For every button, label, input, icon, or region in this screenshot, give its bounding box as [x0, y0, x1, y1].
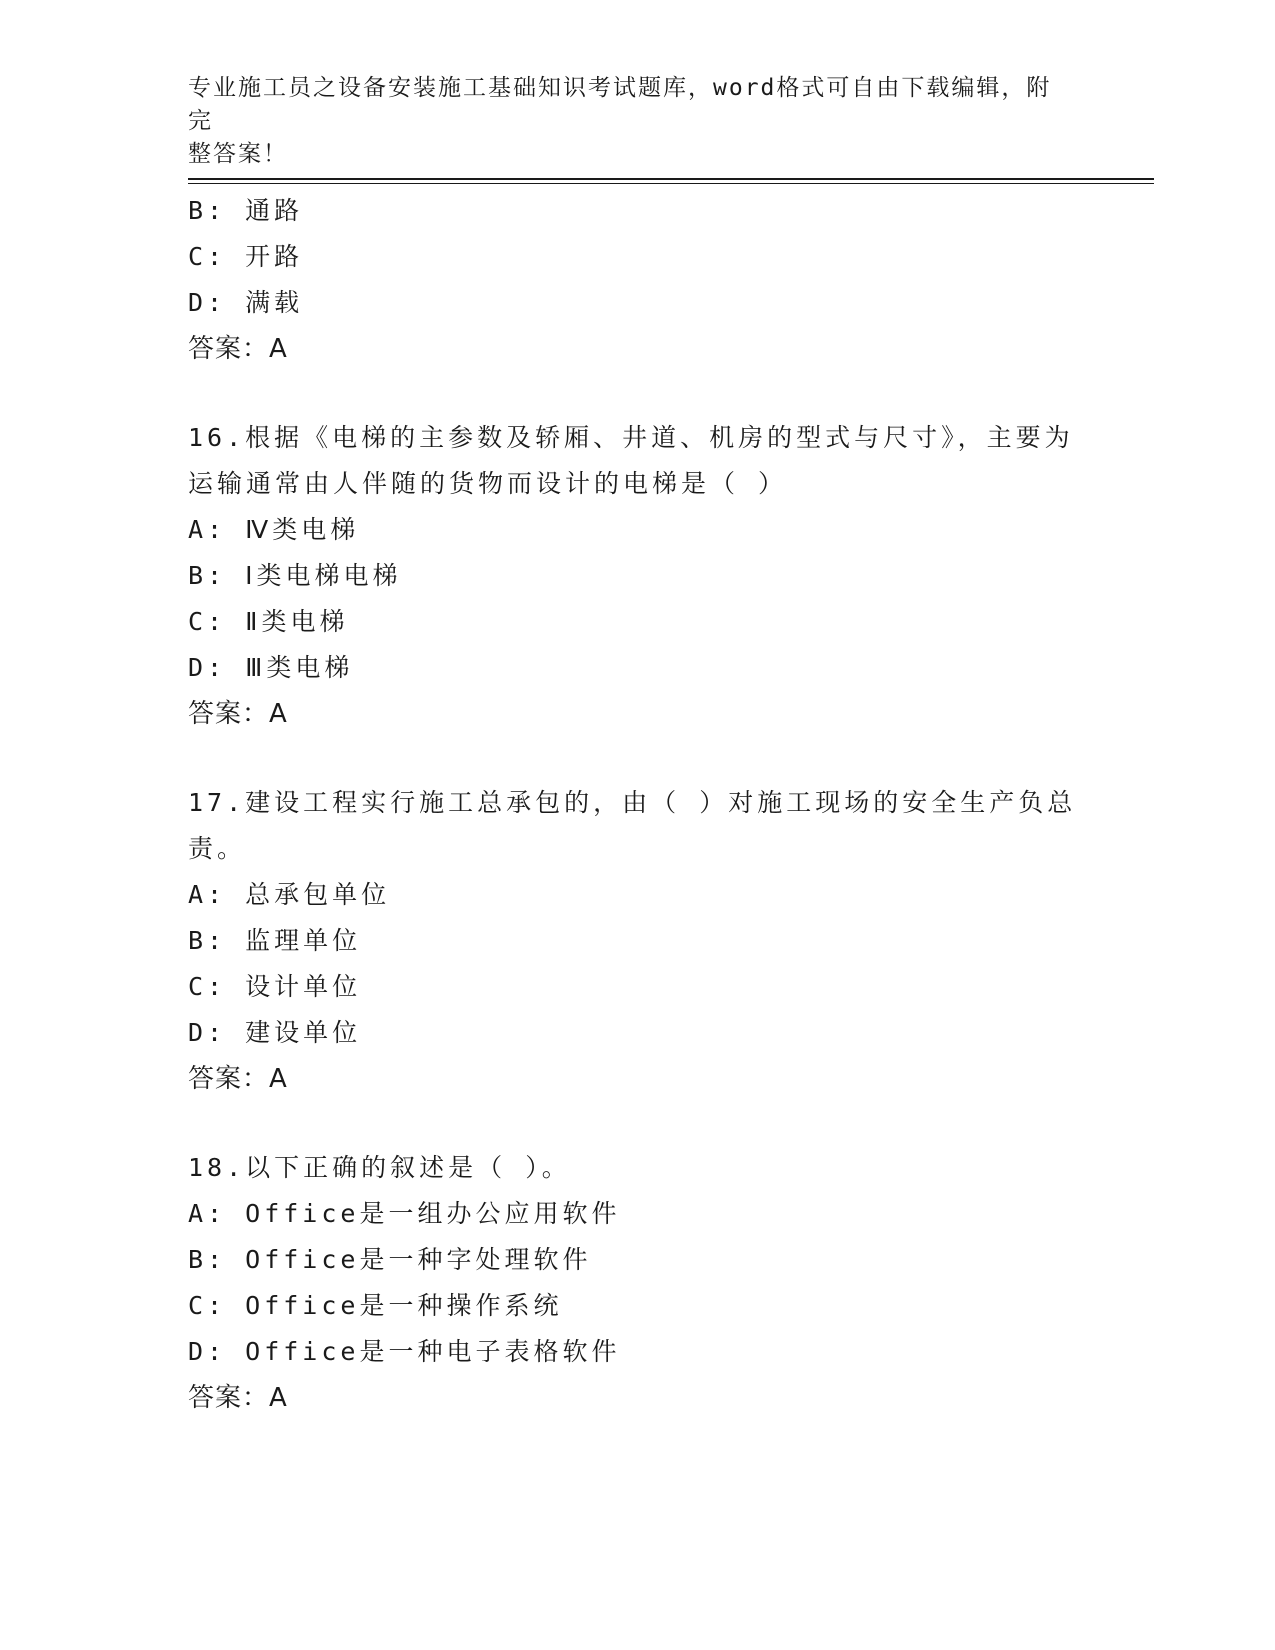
header-divider [188, 178, 1154, 184]
question-stem-line-1: 17.建设工程实行施工总承包的，由（ ）对施工现场的安全生产负总 [188, 788, 1077, 817]
question-stem-line-1: 18.以下正确的叙述是（ ）。 [188, 1153, 571, 1182]
answer-line: 答案：A [188, 334, 288, 364]
option-a: A: Office是一组办公应用软件 [188, 1199, 621, 1228]
answer-line: 答案：A [188, 1383, 288, 1413]
option-b: B: 通路 [188, 196, 304, 225]
answer-line: 答案：A [188, 699, 288, 729]
option-d: D: Ⅲ类电梯 [188, 653, 354, 682]
answer-line: 答案：A [188, 1064, 288, 1094]
option-d: D: 满载 [188, 288, 304, 317]
option-a: A: 总承包单位 [188, 880, 391, 909]
option-b: B: Ⅰ类电梯电梯 [188, 561, 402, 590]
option-c: C: 开路 [188, 242, 304, 271]
option-a: A: Ⅳ类电梯 [188, 515, 360, 544]
option-b: B: 监理单位 [188, 926, 362, 955]
option-c: C: Ⅱ类电梯 [188, 607, 349, 636]
question-16 [188, 415, 1088, 737]
question-stem-line-2: 运输通常由人伴随的货物而设计的电梯是（ ） [188, 469, 788, 498]
question-17 [188, 780, 1088, 1102]
question-18 [188, 1145, 1088, 1421]
prev-question [188, 188, 1088, 372]
document-body [188, 188, 1088, 1421]
question-stem-line-1: 16.根据《电梯的主参数及轿厢、井道、机房的型式与尺寸》，主要为 [188, 423, 1074, 452]
document-header [188, 72, 1068, 171]
option-c: C: 设计单位 [188, 972, 362, 1001]
option-b: B: Office是一种字处理软件 [188, 1245, 592, 1274]
header-line-2: 整答案！ [188, 141, 288, 167]
option-c: C: Office是一种操作系统 [188, 1291, 563, 1320]
question-stem-line-2: 责。 [188, 834, 247, 863]
header-line-1: 专业施工员之设备安装施工基础知识考试题库，word格式可自由下载编辑，附完 [188, 75, 1052, 134]
option-d: D: 建设单位 [188, 1018, 362, 1047]
option-d: D: Office是一种电子表格软件 [188, 1337, 621, 1366]
